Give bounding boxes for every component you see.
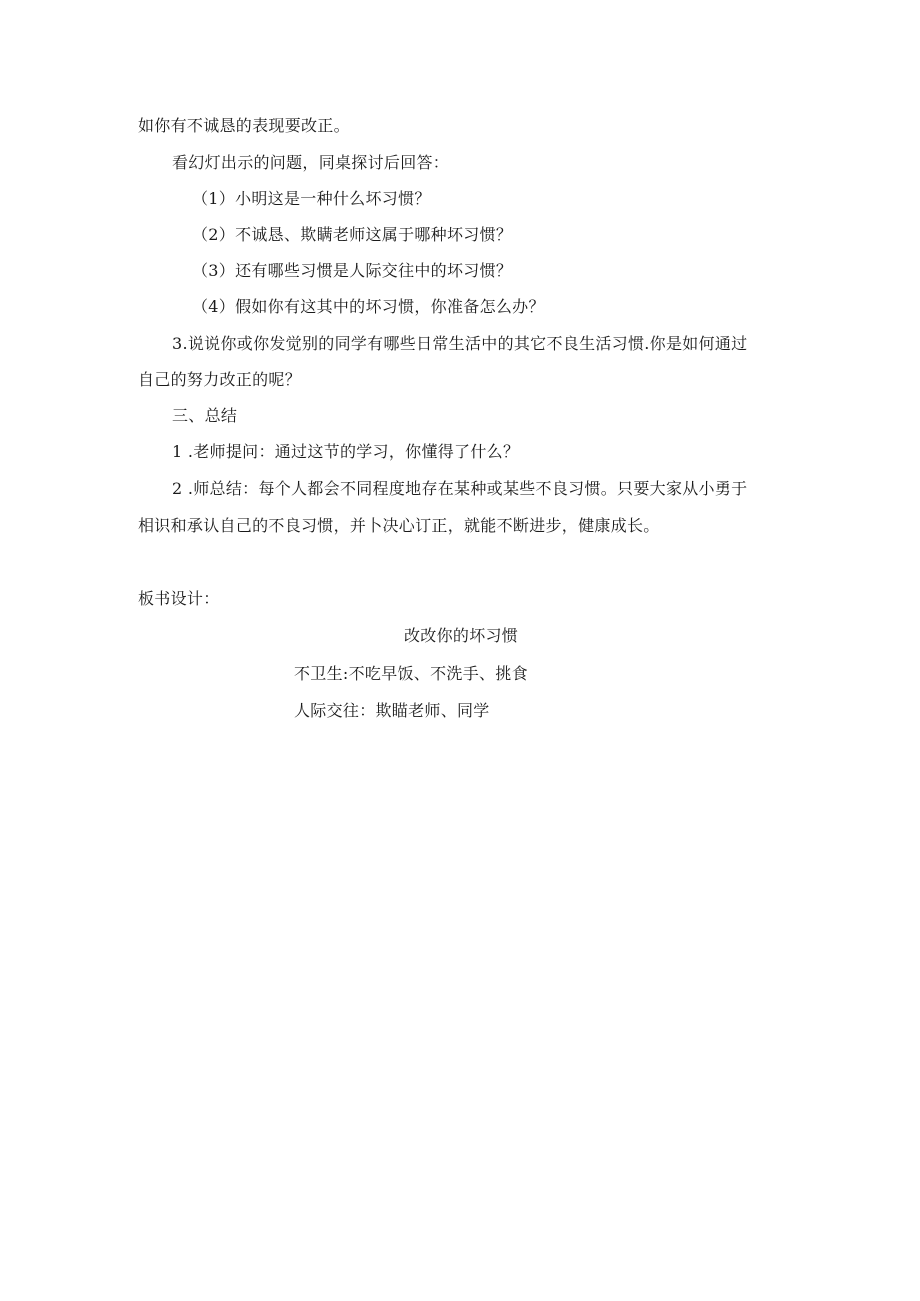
board-item-hygiene: 不卫生:不吃早饭、不洗手、挑食	[294, 664, 528, 683]
item-3-line-2: 自己的努力改正的呢？	[138, 370, 302, 389]
item-3-line-1: 3.说说你或你发觉别的同学有哪些日常生活中的其它不良生活习惯.你是如何通过	[172, 334, 748, 353]
paragraph-continuation: 如你有不诚恳的表现要改正。	[138, 116, 350, 135]
summary-item-2-line-1: 2 .师总结：每个人都会不同程度地存在某种或某些不良习惯。只要大家从小勇于	[172, 479, 748, 498]
paragraph-instruction: 看幻灯出示的问题，同桌探讨后回答：	[172, 153, 450, 172]
board-item-social: 人际交往：欺瞄老师、同学	[294, 701, 490, 720]
summary-item-1: 1 .老师提问：通过这节的学习，你懂得了什么？	[172, 442, 520, 461]
question-2: （2）不诚恳、欺瞒老师这属于哪种坏习惯？	[192, 225, 513, 244]
question-1: （1）小明这是一种什么坏习惯？	[192, 189, 431, 208]
section-heading-summary: 三、总结	[172, 406, 238, 425]
board-design-heading: 板书设计：	[138, 589, 220, 608]
question-3: （3）还有哪些习惯是人际交往中的坏习惯？	[192, 261, 513, 280]
question-4: （4）假如你有这其中的坏习惯，你准备怎么办？	[192, 297, 545, 316]
board-title: 改改你的坏习惯	[404, 626, 519, 645]
summary-item-2-line-2: 相识和承认自己的不良习惯，并卜决心订正，就能不断进步，健康成长。	[138, 516, 660, 535]
